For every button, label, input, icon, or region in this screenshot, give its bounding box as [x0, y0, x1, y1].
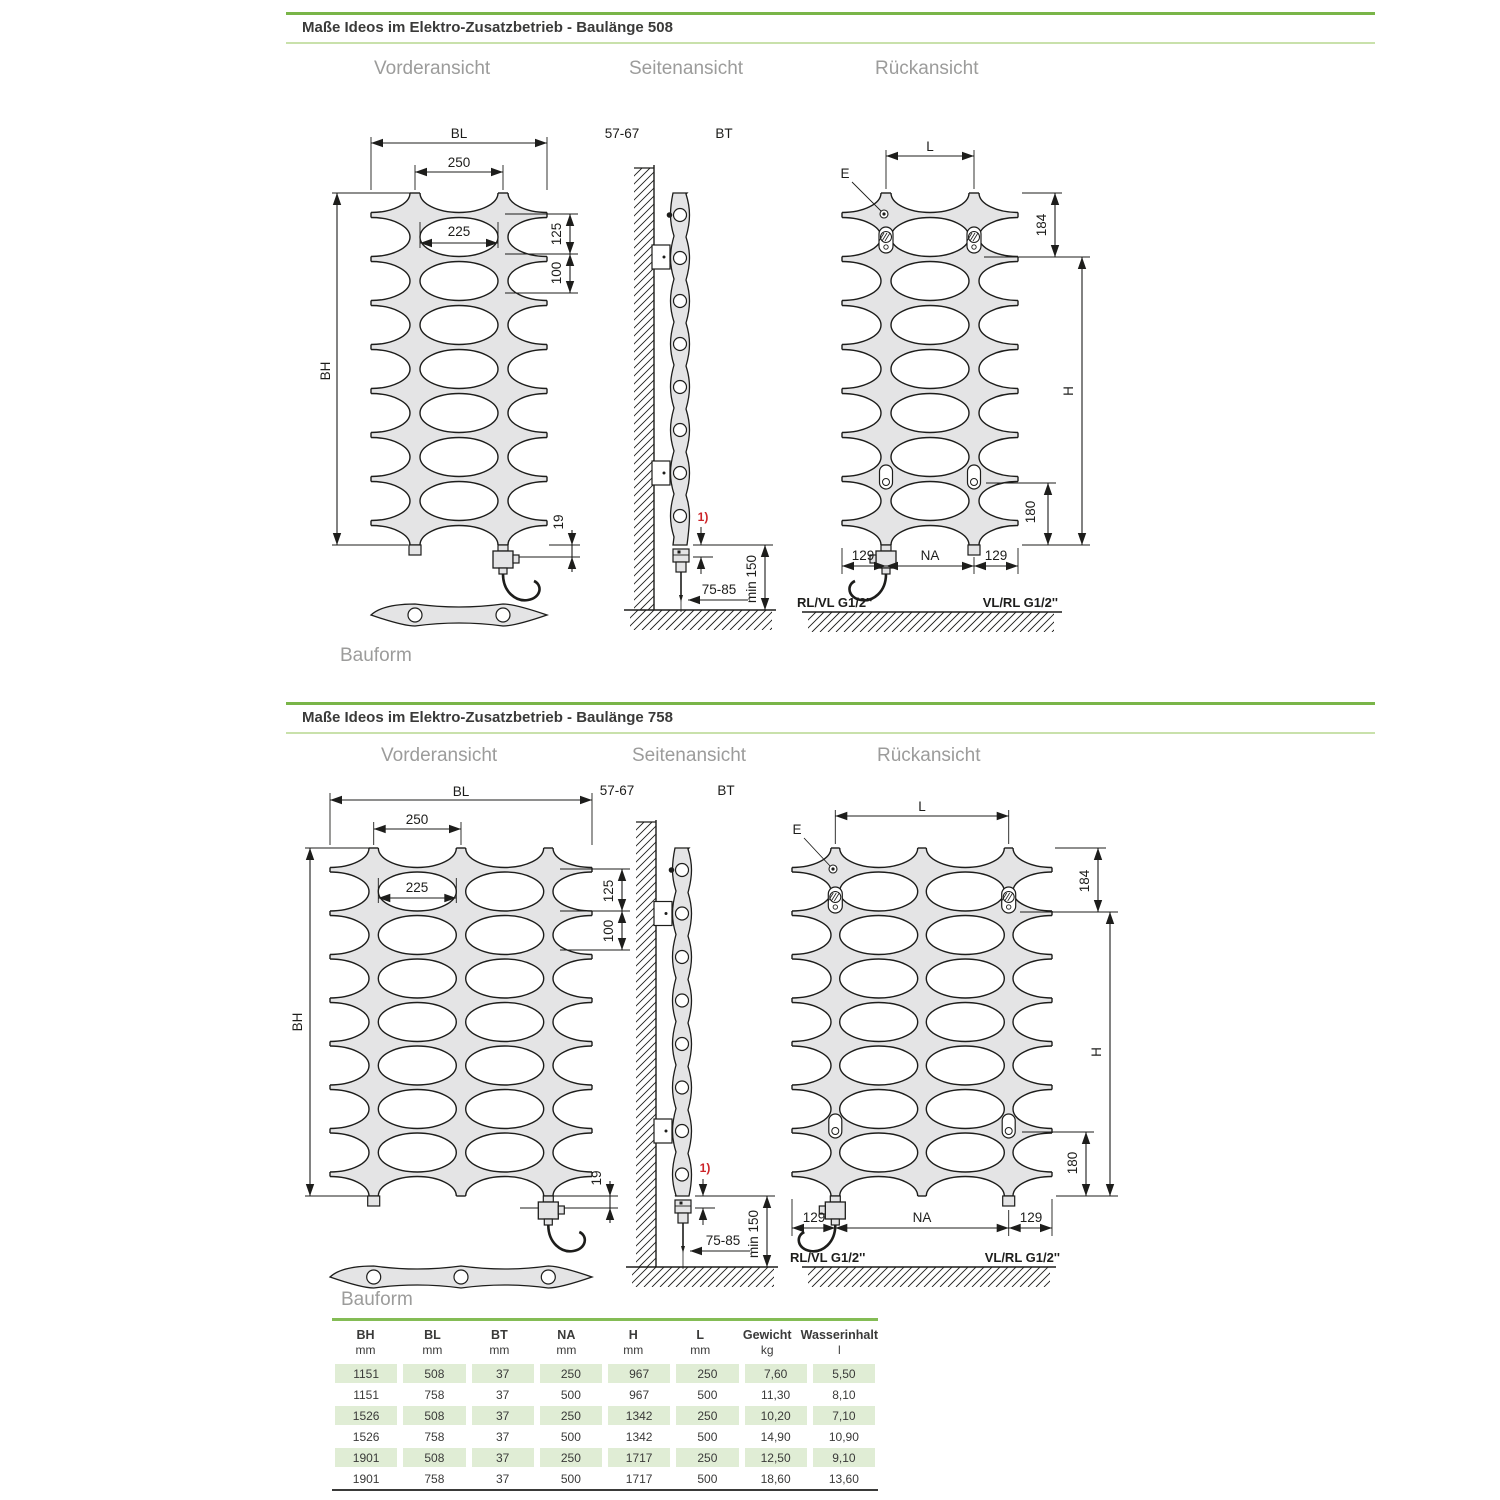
col-header: BT — [491, 1328, 508, 1342]
view-label-side-758: Seitenansicht — [632, 745, 747, 766]
table-row: 1526 508 37 250 1342 250 10,20 7,10 — [332, 1405, 878, 1426]
col-header: BH — [356, 1328, 375, 1342]
dim-label-bt-508: BT — [715, 126, 733, 141]
dim-label-125-508: 125 — [549, 222, 564, 246]
dim-label-129l-758: 129 — [802, 1210, 826, 1225]
dim-label-180-508: 180 — [1023, 500, 1038, 524]
dim-label-e-758: E — [792, 822, 802, 837]
col-header: Wasserinhalt — [800, 1328, 879, 1342]
dim-label-h-508: H — [1061, 386, 1076, 396]
drawing-geometry — [191, 137, 1118, 1288]
dim-label-min150-758: min 150 — [746, 1209, 761, 1259]
dim-label-100-758: 100 — [601, 919, 616, 943]
view-label-rear-508: Rückansicht — [875, 58, 979, 79]
footnote-mark-758: 1) — [699, 1161, 711, 1175]
dim-label-na-758: NA — [912, 1210, 932, 1225]
footnote-mark-508: 1) — [697, 510, 709, 524]
dimension-table — [332, 1318, 878, 1491]
conn-label-left-508: RL/VL G1/2'' — [797, 595, 873, 610]
col-header: L — [696, 1328, 705, 1342]
col-header: NA — [557, 1328, 576, 1342]
dim-label-walldist-508: 57-67 — [604, 126, 640, 141]
view-label-front-758: Vorderansicht — [381, 745, 498, 766]
table-header: BH mm BL mm BT mm NA mm H mm L mm Gewicht kg Wasserinhalt l — [332, 1321, 878, 1363]
table-row: 1151 508 37 250 967 250 7,60 5,50 — [332, 1363, 878, 1384]
table-row: 1151 758 37 500 967 500 11,30 8,10 — [353, 1387, 856, 1402]
section1-title: Maße Ideos im Elektro-Zusatzbetrieb - Baulänge 508 — [302, 19, 673, 36]
conn-label-right-758: VL/RL G1/2'' — [984, 1250, 1060, 1265]
bauform-label-508: Bauform — [340, 645, 412, 666]
dim-label-7585-508: 75-85 — [701, 582, 737, 597]
dim-label-l-758: L — [918, 799, 926, 814]
dim-label-bh-508: BH — [318, 361, 333, 381]
dim-label-19-758: 19 — [589, 1170, 604, 1186]
table-row: 1901 758 37 500 1717 500 18,60 13,60 — [352, 1471, 859, 1486]
dim-label-h-758: H — [1089, 1047, 1104, 1057]
view-label-rear-758: Rückansicht — [877, 745, 981, 766]
col-header: Gewicht — [742, 1328, 792, 1342]
conn-label-left-758: RL/VL G1/2'' — [790, 1250, 866, 1265]
dim-label-bh-758: BH — [290, 1012, 305, 1032]
dim-label-250-508: 250 — [447, 155, 471, 170]
dim-label-7585-758: 75-85 — [705, 1233, 741, 1248]
dim-label-walldist-758: 57-67 — [599, 783, 635, 798]
conn-label-right-508: VL/RL G1/2'' — [982, 595, 1058, 610]
view-label-front-508: Vorderansicht — [374, 58, 491, 79]
dim-label-129l-508: 129 — [851, 548, 875, 563]
dim-label-129r-508: 129 — [984, 548, 1008, 563]
view-label-side-508: Seitenansicht — [629, 58, 744, 79]
dim-label-l-508: L — [926, 139, 934, 154]
dim-label-225-508: 225 — [447, 224, 471, 239]
col-header: BL — [424, 1328, 441, 1342]
dim-label-100-508: 100 — [549, 261, 564, 285]
dim-label-19-508: 19 — [551, 514, 566, 530]
section2-title: Maße Ideos im Elektro-Zusatzbetrieb - Baulänge 758 — [302, 709, 673, 726]
dim-label-min150-508: min 150 — [744, 554, 759, 604]
dim-label-bt-758: BT — [717, 783, 735, 798]
dim-label-129r-758: 129 — [1019, 1210, 1043, 1225]
table-row: 1526 758 37 500 1342 500 14,90 10,90 — [352, 1429, 859, 1444]
dim-label-bl-508: BL — [450, 126, 468, 141]
col-header: H — [628, 1328, 638, 1342]
dim-label-184-508: 184 — [1034, 213, 1049, 237]
dim-label-bl-758: BL — [452, 784, 470, 799]
bauform-label-758: Bauform — [341, 1289, 413, 1310]
dim-label-250-758: 250 — [405, 812, 429, 827]
dim-label-184-758: 184 — [1077, 869, 1092, 893]
dim-label-e-508: E — [840, 166, 850, 181]
table-row: 1901 508 37 250 1717 250 12,50 9,10 — [332, 1447, 878, 1468]
dim-label-125-758: 125 — [601, 879, 616, 903]
dim-label-225-758: 225 — [405, 880, 429, 895]
dim-label-180-758: 180 — [1065, 1151, 1080, 1175]
dim-label-na-508: NA — [920, 548, 940, 563]
